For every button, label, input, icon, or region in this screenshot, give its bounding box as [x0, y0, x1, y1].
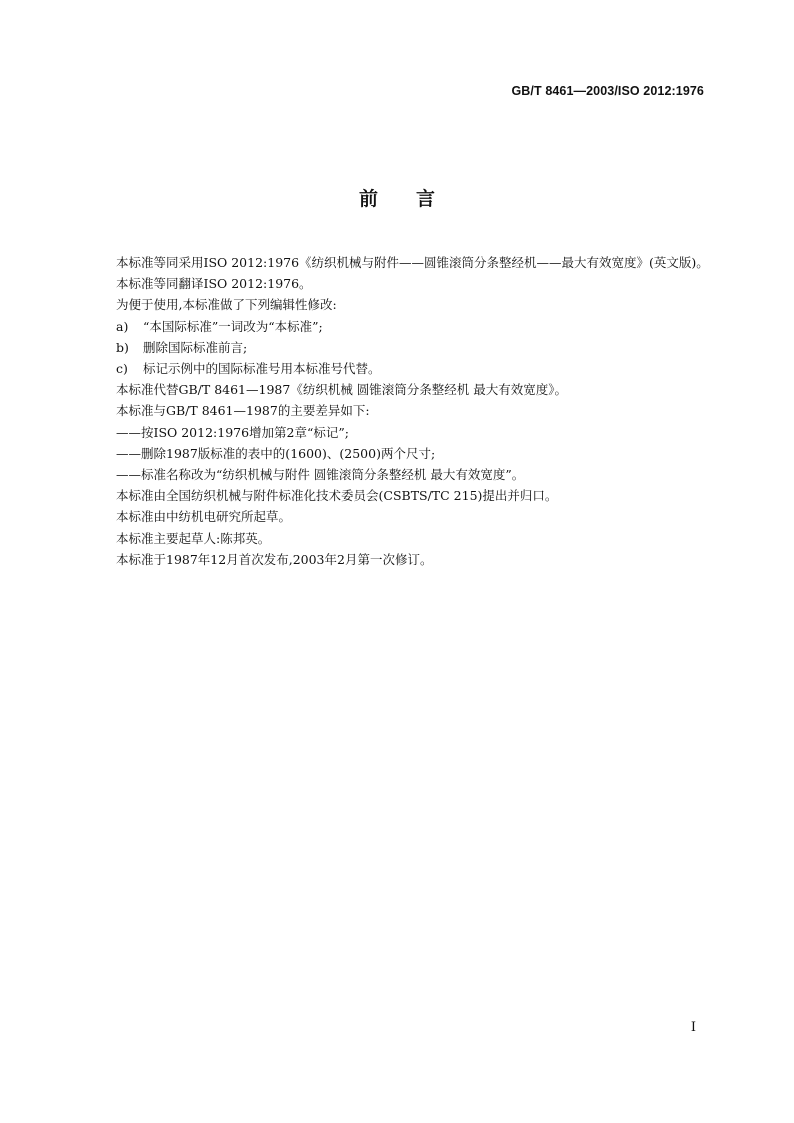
page-number: I — [690, 1020, 696, 1035]
list-item — [90, 358, 710, 379]
paragraph-proposer: 本标准由全国纺织机械与附件标准化技术委员会(CSBTS/TC 215)提出并归口。 — [116, 488, 558, 504]
paragraph-adoption: 本标准等同采用ISO 2012:1976《纺织机械与附件——圆锥滚筒分条整经机——最大有效宽度》(英文版)。 — [116, 255, 709, 270]
list-item — [90, 337, 710, 358]
list-marker: c) — [116, 361, 128, 377]
list-item-text: 删除国际标准前言; — [143, 339, 248, 355]
paragraph-translation: 本标准等同翻译ISO 2012:1976。 — [116, 276, 312, 292]
list-marker: a) — [116, 318, 129, 334]
list-item-text: “本国际标准”一词改为“本标准”; — [143, 318, 323, 334]
paragraph-drafters: 本标准主要起草人:陈邦英。 — [116, 530, 271, 546]
difference-item: ——标准名称改为“纺织机械与附件 圆锥滚筒分条整经机 最大有效宽度”。 — [116, 467, 525, 483]
paragraph-differences: 本标准与GB/T 8461—1987的主要差异如下: — [116, 403, 370, 419]
list-item — [90, 316, 710, 337]
page-title: 前言 — [358, 188, 473, 210]
list-item-text: 标记示例中的国际标准号用本标准号代替。 — [143, 361, 381, 377]
difference-item: ——按ISO 2012:1976增加第2章“标记”; — [116, 424, 350, 440]
paragraph-replaces: 本标准代替GB/T 8461—1987《纺织机械 圆锥滚筒分条整经机 最大有效宽度》。 — [116, 382, 568, 398]
difference-item: ——删除1987版标准的表中的(1600)、(2500)两个尺寸; — [116, 445, 436, 461]
paragraph-history: 本标准于1987年12月首次发布,2003年2月第一次修订。 — [116, 551, 433, 567]
list-marker: b) — [116, 339, 129, 355]
paragraph-editorial-changes: 为便于使用,本标准做了下列编辑性修改: — [116, 297, 337, 313]
standard-code-header: GB/T 8461—2003/ISO 2012:1976 — [511, 84, 704, 98]
paragraph-drafting-unit: 本标准由中纺机电研究所起草。 — [116, 509, 292, 525]
preface-body — [90, 252, 710, 570]
